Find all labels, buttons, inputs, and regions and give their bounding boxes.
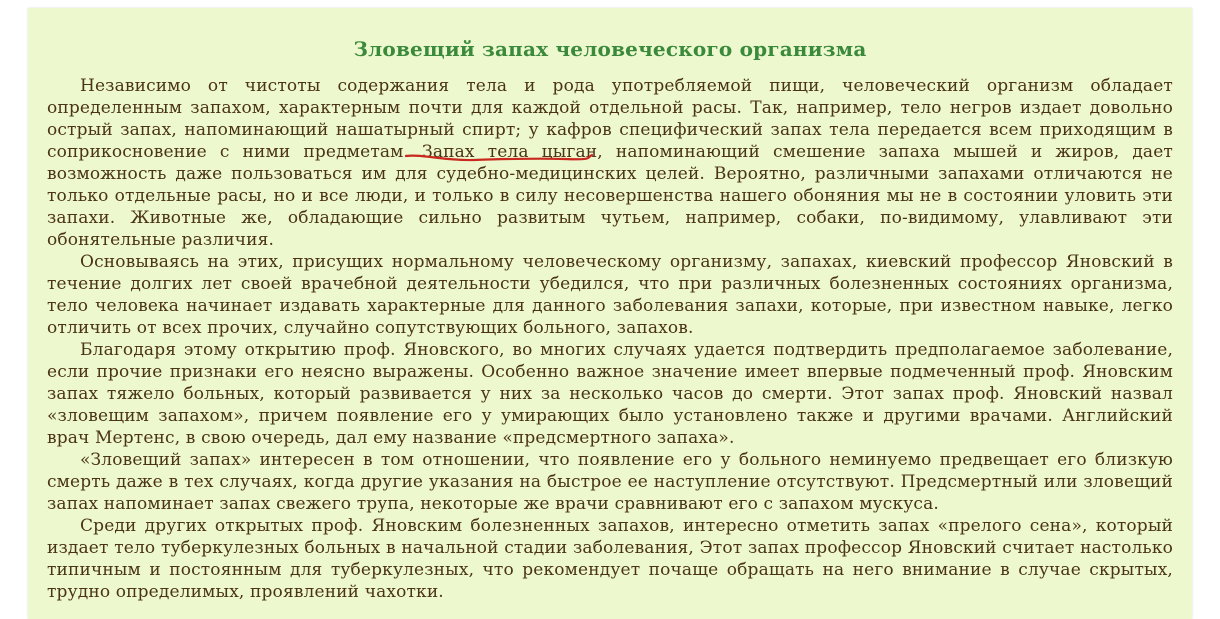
paragraph: «Зловещий запах» интересен в том отношении, что появление его у больного неминуемо предвещает его близкую смерть даже в тех случаях, когда другие указания на быстрое ее наступление отсутствуют. Предсмертный или зловещий запах напоминает запах свежего трупа, некоторые же врачи сравнивают его с запахом мускуса.	[47, 450, 1173, 514]
paragraph: Благодаря этому открытию проф. Яновского, во многих случаях удается подтвердить предполагаемое заболевание, если прочие признаки его неясно выражены. Особенно важное значение имеет впервые подмеченный проф. Яновским запах тяжело больных, который развивается у них за несколько часов до смерти. Этот запах проф. Яновский назвал «зловещим запахом», причем появление его у умирающих было установлено также и другими врачами. Английский врач Мертенс, в свою очередь, дал ему название «предсмертного запаха».	[47, 340, 1173, 448]
article-body	[47, 75, 1173, 603]
article-panel	[28, 8, 1192, 619]
paragraph: Независимо от чистоты содержания тела и рода употребляемой пищи, человеческий организм обладает определенным запахом, характерным почти для каждой отдельной расы. Так, например, тело негров издает довольно острый запах, напоминающий нашатырный спирт; у кафров специфический запах тела передается всем приходящим в соприкосновение с ними предметам. Запах тела цыган, напоминающий смешение запаха мышей и жиров, дает возможность даже пользоваться им для судебно-медицинских целей. Вероятно, различными запахами отличаются не только отдельные расы, но и все люди, и только в силу несовершенства нашего обоняния мы не в состоянии уловить эти запахи. Животные же, обладающие сильно развитым чутьем, например, собаки, по-видимому, улавливают эти обонятельные различия.	[47, 76, 1173, 250]
paragraph: Среди других открытых проф. Яновским болезненных запахов, интересно отметить запах «прелого сена», который издает тело туберкулезных больных в начальной стадии заболевания, Этот запах профессор Яновский считает настолько типичным и постоянным для туберкулезных, что рекомендует почаще обращать на него внимание в случае скрытых, трудно определимых, проявлений чахотки.	[47, 516, 1173, 602]
article-title: Зловещий запах человеческого организма	[353, 37, 867, 61]
paragraph: Основываясь на этих, присущих нормальному человеческому организму, запахах, киевский профессор Яновский в течение долгих лет своей врачебной деятельности убедился, что при различных болезненных состояниях организма, тело человека начинает издавать характерные для данного заболевания запахи, которые, при известном навыке, легко отличить от всех прочих, случайно сопутствующих больного, запахов.	[47, 252, 1173, 338]
